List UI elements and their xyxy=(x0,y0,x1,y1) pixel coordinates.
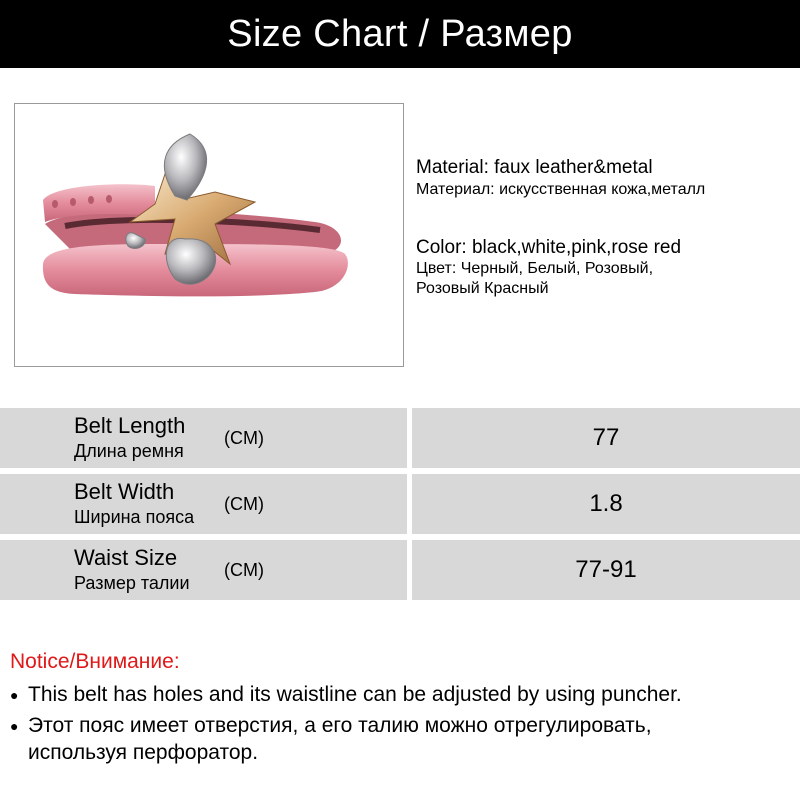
row-label-en: Waist Size xyxy=(74,545,178,570)
table-row xyxy=(0,540,800,600)
row-unit: (CM) xyxy=(224,494,264,514)
product-photo xyxy=(14,103,404,367)
row-label-cell xyxy=(0,474,407,534)
table-row xyxy=(0,408,800,468)
material-ru: Материал: искусственная кожа,металл xyxy=(416,181,706,198)
header-bar xyxy=(0,0,800,68)
row-label-ru: Длина ремня xyxy=(74,441,184,461)
notice-text-en: This belt has holes and its waistline can be adjusted by using puncher. xyxy=(28,683,682,706)
row-label-en: Belt Width xyxy=(74,479,175,504)
row-value: 77-91 xyxy=(412,540,800,600)
row-value: 77 xyxy=(412,408,800,468)
row-label-ru: Размер талии xyxy=(74,573,190,593)
row-unit: (CM) xyxy=(224,560,264,580)
page-title: Size Chart / Размер xyxy=(227,12,573,55)
notice-text-ru-line2: используя перфоратор. xyxy=(28,741,259,764)
color-en: Color: black,white,pink,rose red xyxy=(416,237,682,258)
color-ru-line2: Розовый Красный xyxy=(416,280,549,297)
table-row xyxy=(0,474,800,534)
row-label-cell xyxy=(0,540,407,600)
notice-text-ru-line1: Этот пояс имеет отверстия, а его талию можно отрегулировать, xyxy=(28,714,652,737)
color-ru-line1: Цвет: Черный, Белый, Розовый, xyxy=(416,260,654,277)
bullet-icon: ● xyxy=(10,718,19,734)
material-en: Material: faux leather&metal xyxy=(416,157,653,178)
belt-image xyxy=(15,104,403,366)
notice-title: Notice/Внимание: xyxy=(10,650,180,673)
row-unit: (CM) xyxy=(224,428,264,448)
row-label-en: Belt Length xyxy=(74,413,186,438)
row-label-ru: Ширина пояса xyxy=(74,507,195,527)
bullet-icon: ● xyxy=(10,687,19,703)
row-value: 1.8 xyxy=(412,474,800,534)
row-label-cell xyxy=(0,408,407,468)
